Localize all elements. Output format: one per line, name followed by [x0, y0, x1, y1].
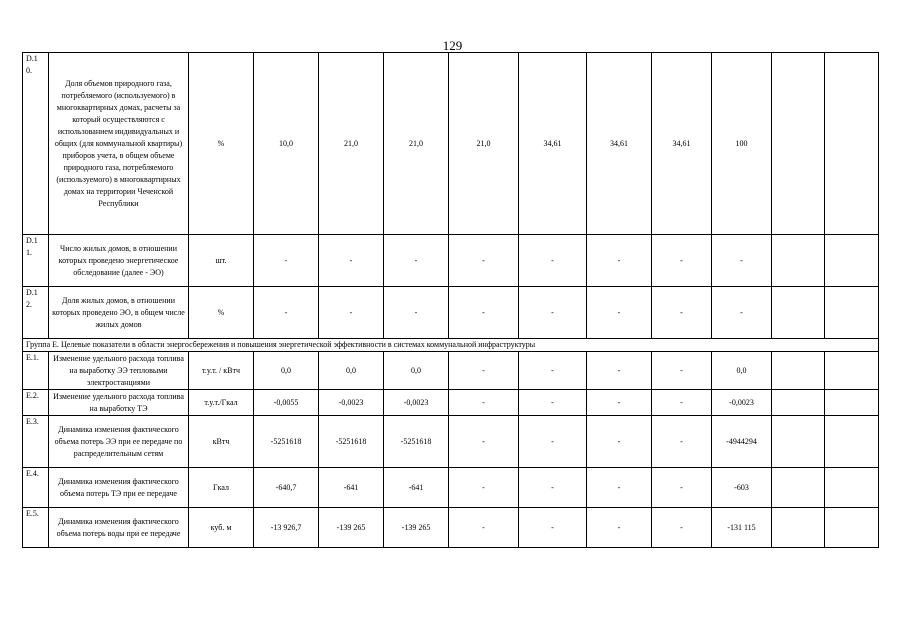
value-cell [772, 390, 825, 416]
row-description: Доля объемов природного газа, потребляемого (используемого) в многоквартирных домах, расчеты за который осуществляются с использованием индивидуальных и общих (для коммунальной квартиры) приборов учета, в общем объеме природного газа, потребляемого (используемого) в многоквартирных домах на территории Чеченской Республики [49, 53, 189, 235]
value-cell [825, 53, 879, 235]
row-code: D.1 2. [23, 287, 49, 339]
value-cell: -641 [384, 468, 449, 508]
value-cell: -139 265 [319, 508, 384, 548]
value-cell: - [652, 468, 712, 508]
row-unit: Гкал [189, 468, 254, 508]
value-cell: -139 265 [384, 508, 449, 548]
value-cell: - [319, 235, 384, 287]
value-cell: 21,0 [319, 53, 384, 235]
row-unit: % [189, 287, 254, 339]
value-cell: -640,7 [254, 468, 319, 508]
value-cell [772, 508, 825, 548]
value-cell [825, 352, 879, 390]
value-cell [772, 416, 825, 468]
value-cell: - [652, 416, 712, 468]
value-cell: -0,0055 [254, 390, 319, 416]
row-unit: т.у.т./Гкал [189, 390, 254, 416]
value-cell: - [652, 508, 712, 548]
value-cell: -0,0023 [712, 390, 772, 416]
row-code: Е.3. [23, 416, 49, 468]
value-cell: 0,0 [712, 352, 772, 390]
row-description: Изменение удельного расхода топлива на выработку ЭЭ тепловыми электростанциями [49, 352, 189, 390]
value-cell: -603 [712, 468, 772, 508]
value-cell: - [449, 390, 519, 416]
value-cell: - [652, 235, 712, 287]
table-row [23, 390, 879, 416]
table-row [23, 468, 879, 508]
value-cell: 0,0 [254, 352, 319, 390]
value-cell: - [712, 287, 772, 339]
value-cell: 0,0 [319, 352, 384, 390]
value-cell [825, 416, 879, 468]
row-unit: шт. [189, 235, 254, 287]
table-row [23, 352, 879, 390]
value-cell: - [519, 287, 587, 339]
value-cell: - [587, 416, 652, 468]
row-code: Е.4. [23, 468, 49, 508]
value-cell: 10,0 [254, 53, 319, 235]
value-cell: - [449, 508, 519, 548]
group-e-title: Группа Е. Целевые показатели в области энергосбережения и повышения энергетической эффективности в системах коммунальной инфраструктуры [23, 339, 879, 352]
value-cell [772, 352, 825, 390]
value-cell: - [587, 390, 652, 416]
value-cell: - [587, 352, 652, 390]
value-cell: 34,61 [519, 53, 587, 235]
value-cell: 34,61 [587, 53, 652, 235]
value-cell: 21,0 [384, 53, 449, 235]
row-code: Е.5. [23, 508, 49, 548]
value-cell: - [254, 235, 319, 287]
value-cell: - [449, 235, 519, 287]
value-cell: -0,0023 [384, 390, 449, 416]
value-cell: - [519, 468, 587, 508]
value-cell: - [449, 352, 519, 390]
row-code: D.1 1. [23, 235, 49, 287]
table-row [23, 53, 879, 235]
value-cell [772, 53, 825, 235]
value-cell [825, 508, 879, 548]
value-cell [772, 468, 825, 508]
value-cell: -13 926,7 [254, 508, 319, 548]
value-cell [772, 287, 825, 339]
row-description: Динамика изменения фактического объема потерь ЭЭ при ее передаче по распределительным сетям [49, 416, 189, 468]
value-cell: -5251618 [254, 416, 319, 468]
value-cell: - [587, 468, 652, 508]
row-unit: % [189, 53, 254, 235]
table-row [23, 287, 879, 339]
row-unit: т.у.т. / кВтч [189, 352, 254, 390]
row-description: Динамика изменения фактического объема потерь воды при ее передаче [49, 508, 189, 548]
value-cell [772, 235, 825, 287]
value-cell: - [652, 287, 712, 339]
value-cell: 0,0 [384, 352, 449, 390]
value-cell: - [519, 416, 587, 468]
page-number: 129 [442, 38, 463, 53]
value-cell [825, 287, 879, 339]
table-row [23, 235, 879, 287]
table-row [23, 508, 879, 548]
row-unit: кВтч [189, 416, 254, 468]
value-cell: - [652, 352, 712, 390]
value-cell: - [519, 508, 587, 548]
value-cell: -5251618 [319, 416, 384, 468]
value-cell: - [449, 416, 519, 468]
value-cell: - [519, 235, 587, 287]
value-cell: 34,61 [652, 53, 712, 235]
value-cell [825, 468, 879, 508]
value-cell: 21,0 [449, 53, 519, 235]
value-cell: - [254, 287, 319, 339]
value-cell [825, 390, 879, 416]
value-cell: -4944294 [712, 416, 772, 468]
value-cell: - [384, 287, 449, 339]
value-cell: - [712, 235, 772, 287]
row-code: D.1 0. [23, 53, 49, 235]
row-description: Динамика изменения фактического объема потерь ТЭ при ее передаче [49, 468, 189, 508]
value-cell: - [519, 352, 587, 390]
value-cell: 100 [712, 53, 772, 235]
value-cell: -131 115 [712, 508, 772, 548]
group-header-row [23, 339, 879, 352]
row-description: Число жилых домов, в отношении которых проведено энергетическое обследование (далее - ЭО) [49, 235, 189, 287]
table-row [23, 416, 879, 468]
value-cell: - [587, 235, 652, 287]
value-cell: - [384, 235, 449, 287]
value-cell: -641 [319, 468, 384, 508]
row-description: Изменение удельного расхода топлива на выработку ТЭ [49, 390, 189, 416]
indicators-table [22, 52, 879, 548]
row-unit: куб. м [189, 508, 254, 548]
value-cell: -0,0023 [319, 390, 384, 416]
value-cell: - [587, 508, 652, 548]
value-cell: - [652, 390, 712, 416]
row-code: Е.1. [23, 352, 49, 390]
value-cell: - [519, 390, 587, 416]
value-cell: - [587, 287, 652, 339]
row-description: Доля жилых домов, в отношении которых проведено ЭО, в общем числе жилых домов [49, 287, 189, 339]
row-code: Е.2. [23, 390, 49, 416]
value-cell [825, 235, 879, 287]
value-cell: -5251618 [384, 416, 449, 468]
value-cell: - [449, 468, 519, 508]
value-cell: - [319, 287, 384, 339]
value-cell: - [449, 287, 519, 339]
